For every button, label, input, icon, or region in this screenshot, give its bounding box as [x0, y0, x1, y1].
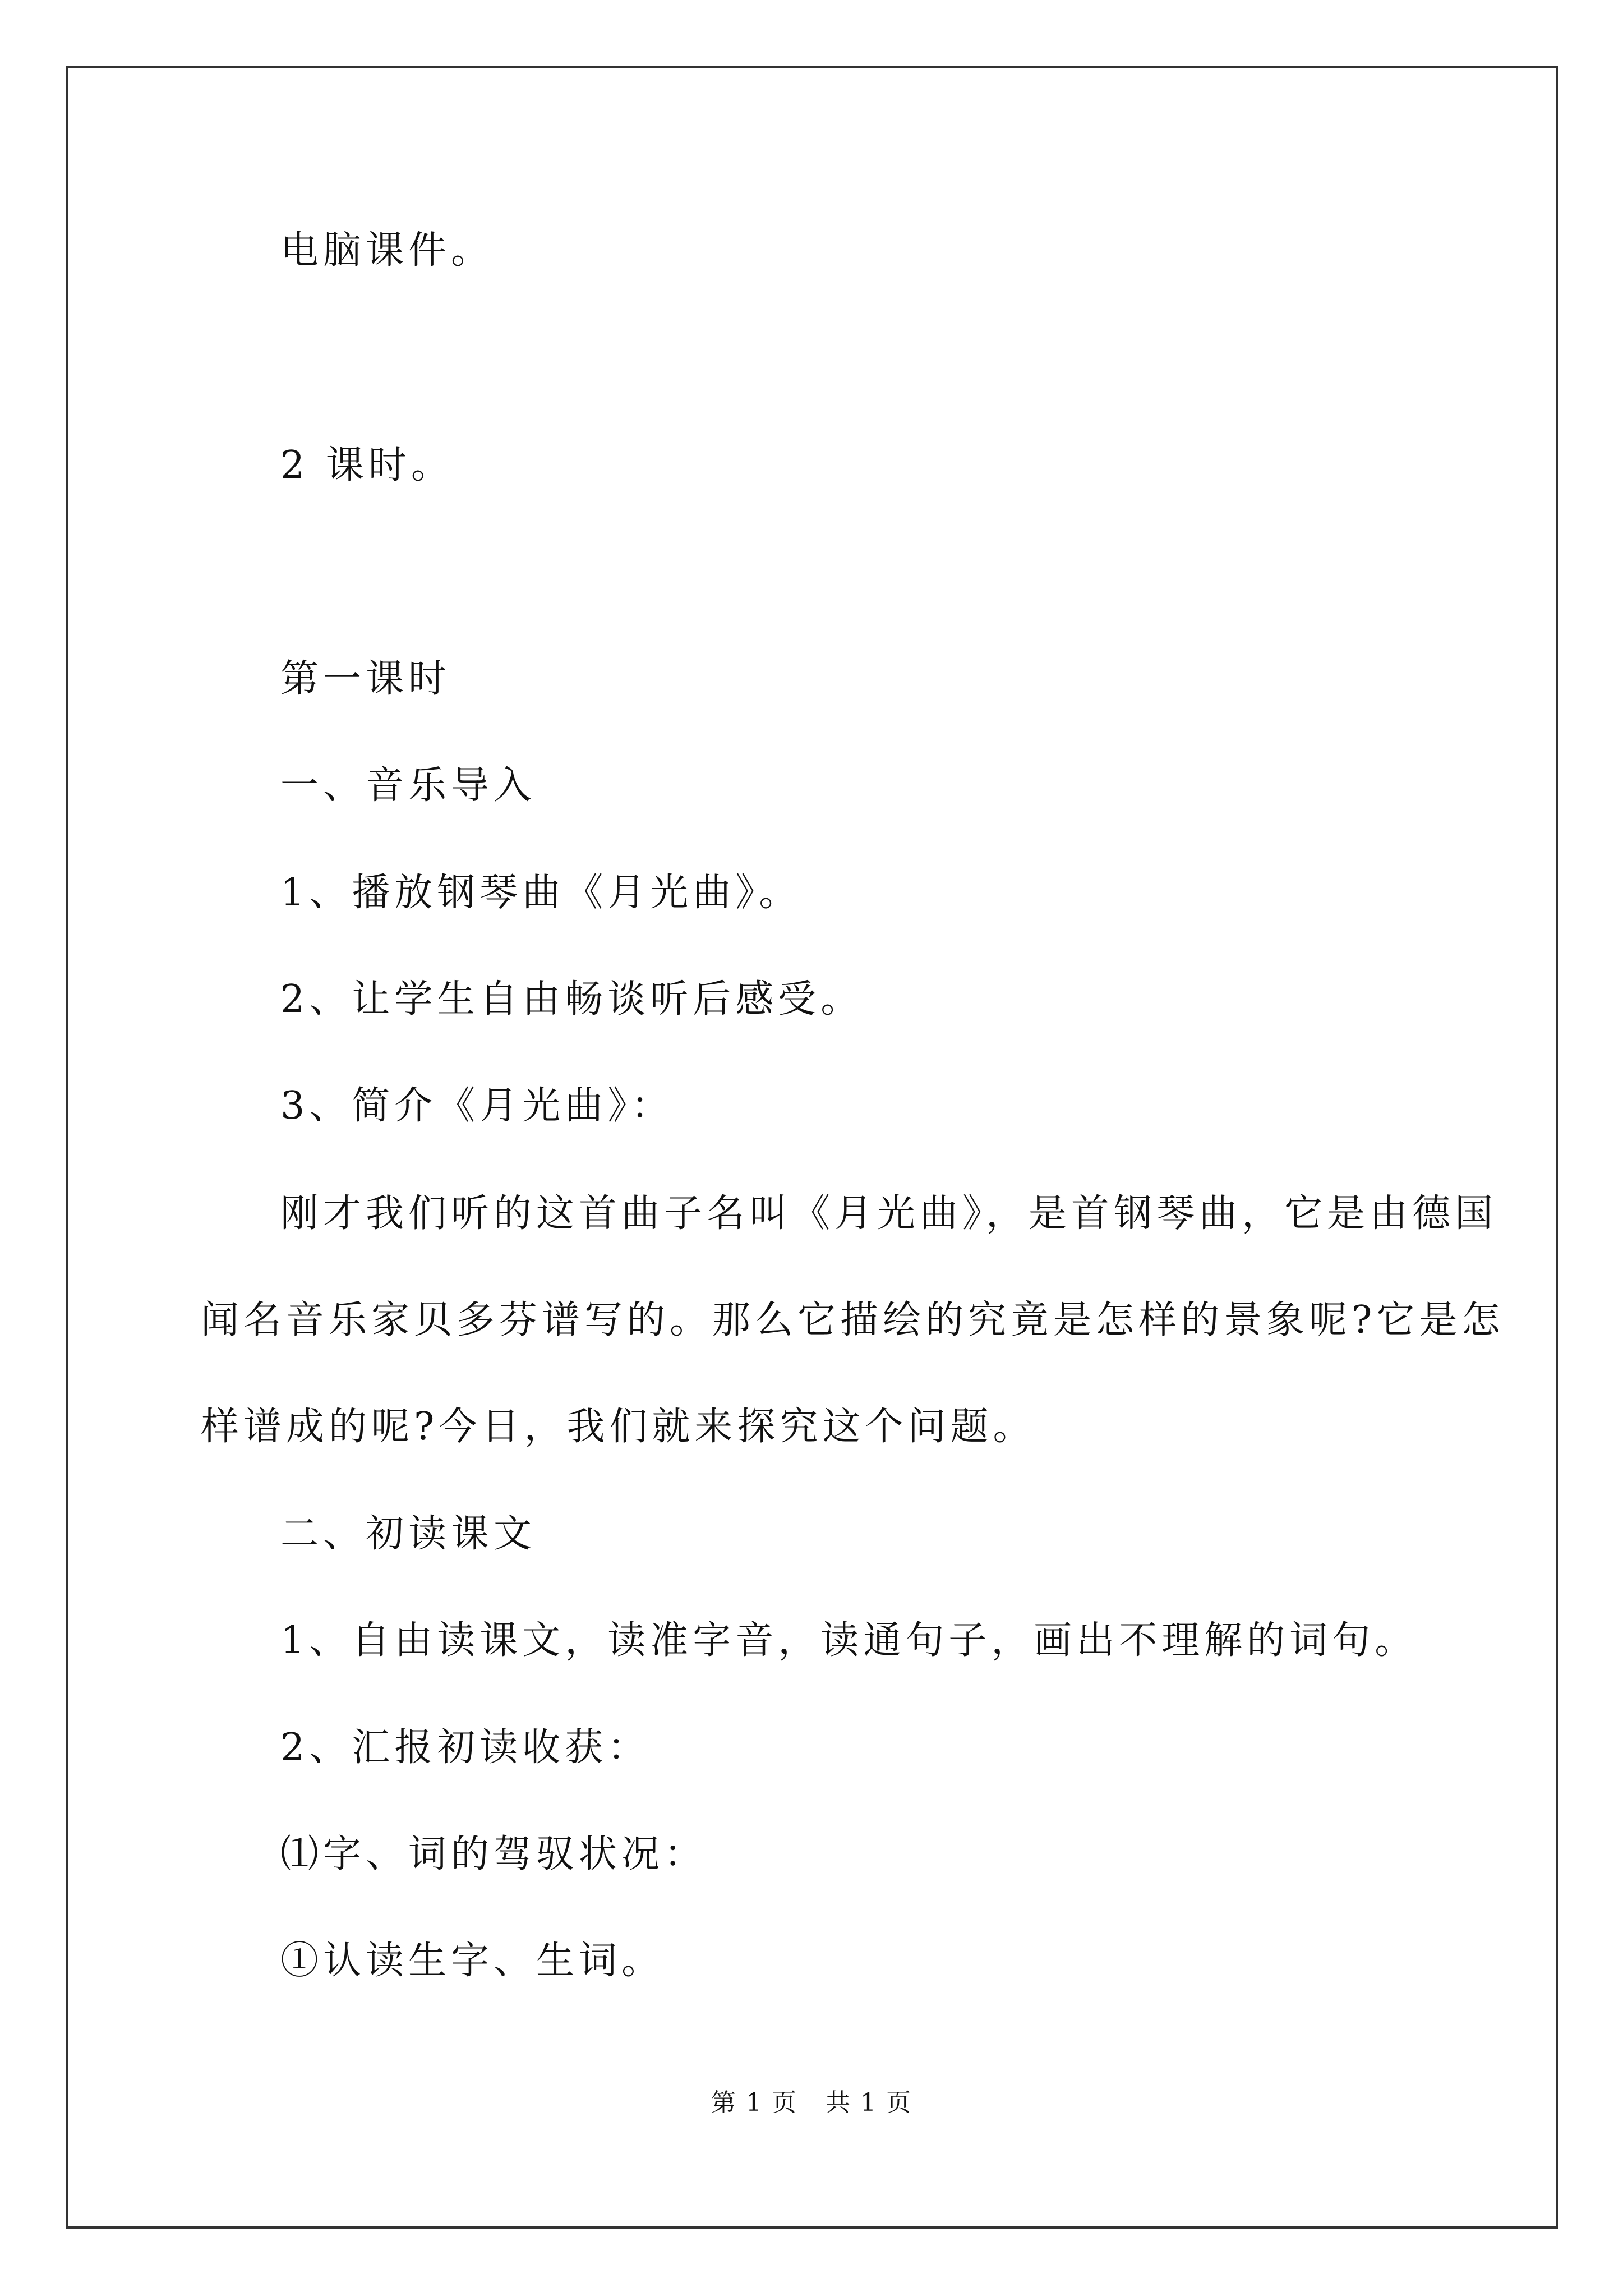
page-footer: [0, 2088, 1623, 2117]
intro-paragraph-line-1: 刚才我们听的这首曲子名叫《月光曲》，是首钢琴曲，它是由德国: [280, 1191, 1498, 1236]
intro-paragraph-line-2: 闻名音乐家贝多芬谱写的。那么它描绘的究竟是怎样的景象呢?它是怎: [201, 1298, 1505, 1342]
list-item-1-2: 2、让学生自由畅谈听后感受。: [280, 977, 864, 1022]
paragraph-materials: 电脑课件。: [280, 228, 494, 273]
section-heading-2: 二、初读课文: [280, 1512, 537, 1556]
footer-page-number: 第 1 页: [711, 2088, 797, 2117]
list-item-1-3: 3、简介《月光曲》：: [280, 1084, 674, 1128]
intro-paragraph-line-3: 样谱成的呢?今日，我们就来探究这个问题。: [201, 1405, 1036, 1449]
list-item-2-1: 1、自由读课文，读准字音，读通句子，画出不理解的词句。: [280, 1618, 1418, 1663]
paragraph-hours: 2 课时。: [280, 443, 454, 487]
list-item-2-2-1-a: ①认读生字、生词。: [280, 1939, 665, 1983]
list-item-2-2-1: ⑴字、词的驾驭状况：: [280, 1832, 707, 1876]
list-item-2-2: 2、汇报初读收获：: [280, 1726, 651, 1770]
page-border: [66, 66, 1558, 2229]
section-heading-1: 一、音乐导入: [280, 763, 537, 808]
lesson-title: 第一课时: [280, 657, 451, 701]
footer-total-pages: 共 1 页: [826, 2088, 912, 2117]
list-item-1-1: 1、播放钢琴曲《月光曲》。: [280, 871, 802, 915]
